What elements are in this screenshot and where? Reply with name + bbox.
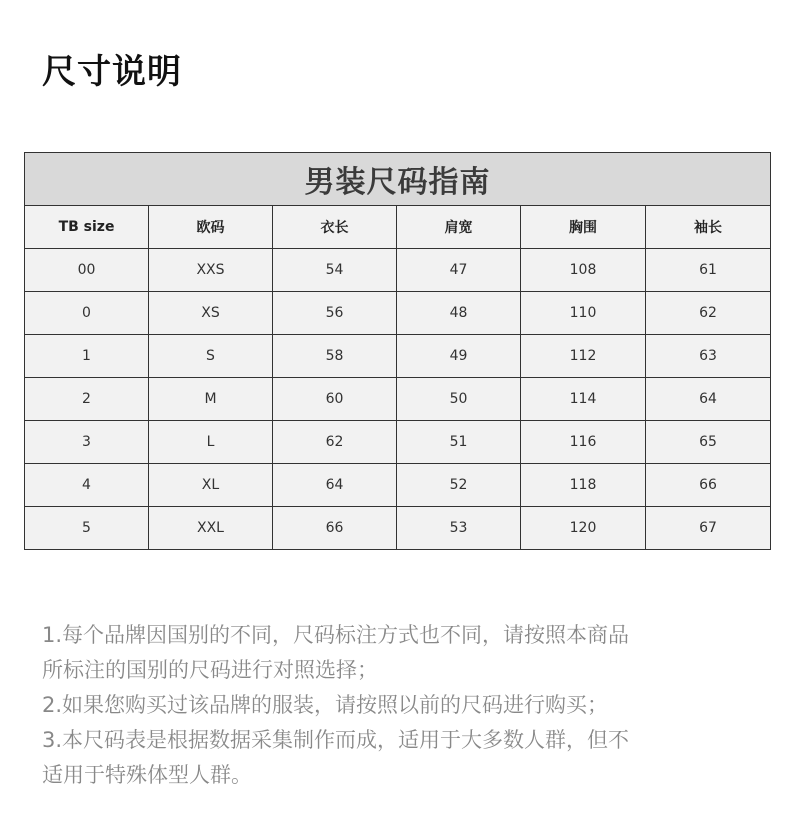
table-cell: M bbox=[149, 378, 273, 421]
table-cell: XXL bbox=[149, 507, 273, 550]
page-title: 尺寸说明 bbox=[42, 52, 182, 92]
table-cell: 54 bbox=[273, 249, 397, 292]
column-header-tb-size: TB size bbox=[25, 206, 149, 249]
table-cell: 0 bbox=[25, 292, 149, 335]
note-line: 所标注的国别的尺码进行对照选择； bbox=[42, 658, 378, 682]
table-cell: 49 bbox=[397, 335, 521, 378]
table-cell: 51 bbox=[397, 421, 521, 464]
table-cell: 120 bbox=[521, 507, 646, 550]
table-cell: S bbox=[149, 335, 273, 378]
column-header-shoulder: 肩宽 bbox=[397, 206, 521, 249]
column-header-sleeve: 袖长 bbox=[646, 206, 771, 249]
table-cell: L bbox=[149, 421, 273, 464]
table-cell: 112 bbox=[521, 335, 646, 378]
table-cell: 56 bbox=[273, 292, 397, 335]
note-line: 适用于特殊体型人群。 bbox=[42, 763, 252, 787]
table-row bbox=[25, 421, 771, 464]
table-row bbox=[25, 507, 771, 550]
table-cell: 108 bbox=[521, 249, 646, 292]
table-cell: XS bbox=[149, 292, 273, 335]
table-cell: 66 bbox=[646, 464, 771, 507]
table-row bbox=[25, 464, 771, 507]
table-cell: 58 bbox=[273, 335, 397, 378]
table-cell: 47 bbox=[397, 249, 521, 292]
table-cell: 3 bbox=[25, 421, 149, 464]
table-cell: 67 bbox=[646, 507, 771, 550]
table-cell: 50 bbox=[397, 378, 521, 421]
table-cell: XL bbox=[149, 464, 273, 507]
table-cell: 4 bbox=[25, 464, 149, 507]
table-cell: 64 bbox=[646, 378, 771, 421]
column-header-eu-size: 欧码 bbox=[149, 206, 273, 249]
table-row bbox=[25, 249, 771, 292]
table-cell: 62 bbox=[273, 421, 397, 464]
table-row bbox=[25, 292, 771, 335]
table-cell: 65 bbox=[646, 421, 771, 464]
table-cell: 62 bbox=[646, 292, 771, 335]
table-cell: 66 bbox=[273, 507, 397, 550]
note-line: 2.如果您购买过该品牌的服装，请按照以前的尺码进行购买； bbox=[42, 693, 609, 717]
column-header-chest: 胸围 bbox=[521, 206, 646, 249]
table-cell: 1 bbox=[25, 335, 149, 378]
table-cell: 64 bbox=[273, 464, 397, 507]
table-cell: 114 bbox=[521, 378, 646, 421]
table-row bbox=[25, 378, 771, 421]
size-guide-table bbox=[24, 152, 771, 550]
column-header-length: 衣长 bbox=[273, 206, 397, 249]
table-header-row bbox=[25, 206, 771, 249]
table-cell: 53 bbox=[397, 507, 521, 550]
table-cell: 118 bbox=[521, 464, 646, 507]
table-cell: 2 bbox=[25, 378, 149, 421]
table-cell: 52 bbox=[397, 464, 521, 507]
table-cell: 00 bbox=[25, 249, 149, 292]
table-cell: 5 bbox=[25, 507, 149, 550]
table-cell: XXS bbox=[149, 249, 273, 292]
table-cell: 48 bbox=[397, 292, 521, 335]
size-notes bbox=[42, 618, 758, 793]
note-line: 1.每个品牌因国别的不同，尺码标注方式也不同，请按照本商品 bbox=[42, 623, 630, 647]
table-cell: 116 bbox=[521, 421, 646, 464]
table-row bbox=[25, 335, 771, 378]
note-line: 3.本尺码表是根据数据采集制作而成，适用于大多数人群，但不 bbox=[42, 728, 630, 752]
table-title-row bbox=[25, 153, 771, 206]
table-cell: 63 bbox=[646, 335, 771, 378]
table-cell: 60 bbox=[273, 378, 397, 421]
table-cell: 61 bbox=[646, 249, 771, 292]
table-title: 男装尺码指南 bbox=[25, 153, 771, 206]
table-cell: 110 bbox=[521, 292, 646, 335]
